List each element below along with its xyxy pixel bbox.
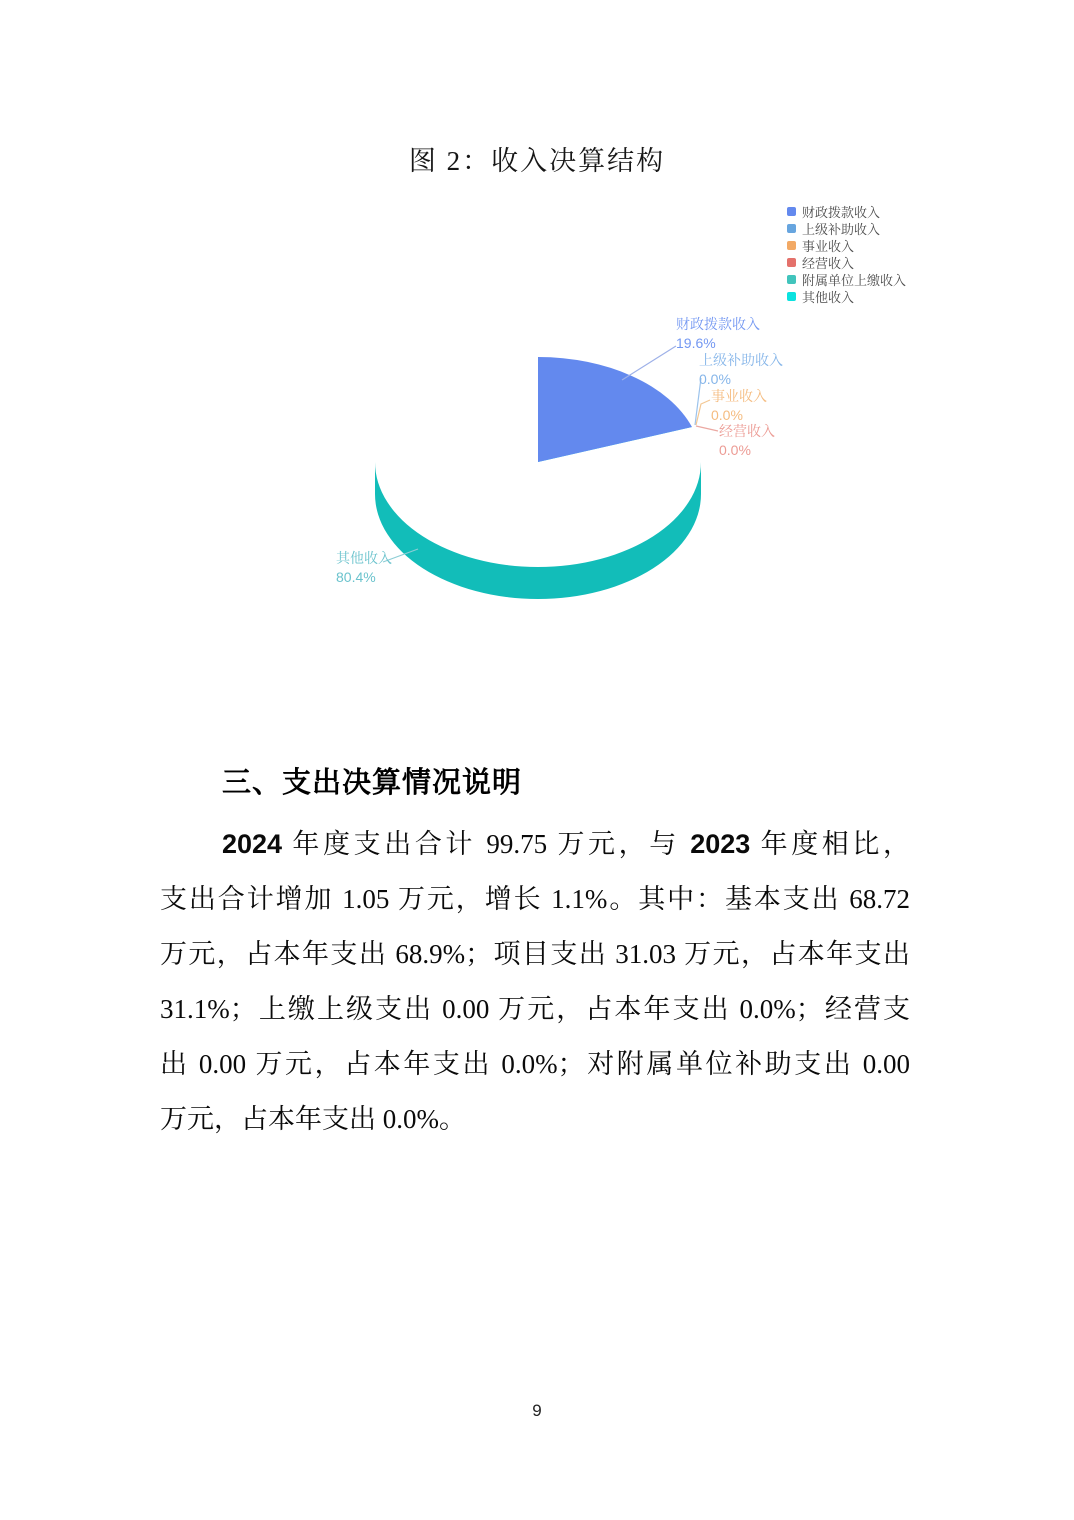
pie-label-other — [336, 549, 392, 587]
legend-swatch-superior — [787, 224, 796, 233]
legend-swatch-business — [787, 241, 796, 250]
paragraph-line: 万元，占本年支出 0.0%。 — [160, 1104, 466, 1134]
pie-label-value: 0.0% — [711, 407, 743, 423]
pie-label-fiscal — [676, 315, 760, 353]
pie-label-business — [711, 387, 767, 425]
legend-item — [787, 237, 906, 254]
section-heading: 三、支出决算情况说明 — [222, 767, 523, 799]
pie-label-value: 19.6% — [676, 335, 716, 351]
pie-label-operating — [719, 422, 775, 460]
paragraph-line: 31.1%；上缴上级支出 0.00 万元，占本年支出 0.0%；经营支 — [160, 994, 910, 1024]
paragraph-line: 支出合计增加 1.05 万元，增长 1.1%。其中：基本支出 68.72 — [160, 884, 910, 914]
legend-swatch-affiliated — [787, 275, 796, 284]
legend-item — [787, 271, 906, 288]
legend-label: 其他收入 — [802, 290, 855, 305]
leader-line-fiscal — [622, 346, 676, 380]
pie-label-name: 上级补助收入 — [699, 352, 783, 368]
paragraph-line: 2024 年度支出合计 99.75 万元，与 2023 年度相比， — [222, 829, 911, 859]
legend-swatch-fiscal — [787, 207, 796, 216]
paragraph-line: 出 0.00 万元，占本年支出 0.0%；对附属单位补助支出 0.00 — [160, 1049, 910, 1079]
legend-label: 财政拨款收入 — [802, 205, 881, 220]
leader-line-operating — [696, 426, 718, 431]
pie-label-name: 其他收入 — [336, 550, 392, 566]
pie-label-name: 事业收入 — [711, 388, 767, 404]
legend-label: 事业收入 — [802, 239, 855, 254]
legend-label: 附属单位上缴收入 — [802, 273, 907, 288]
legend-item — [787, 288, 906, 305]
legend-swatch-other — [787, 292, 796, 301]
pie-label-value: 0.0% — [719, 442, 751, 458]
legend-label: 经营收入 — [802, 256, 855, 271]
chart-legend — [787, 203, 906, 305]
page-number: 9 — [532, 1401, 542, 1420]
legend-item — [787, 203, 906, 220]
pie-slice-fiscal-income — [538, 357, 692, 462]
pie-chart — [0, 0, 1074, 680]
figure-title: 图 2：收入决算结构 — [408, 146, 666, 176]
pie-side-depth — [375, 462, 701, 599]
pie-label-name: 经营收入 — [719, 423, 775, 439]
legend-item — [787, 220, 906, 237]
pie-label-superior — [699, 351, 783, 389]
legend-swatch-operating — [787, 258, 796, 267]
paragraph-line: 万元，占本年支出 68.9%；项目支出 31.03 万元，占本年支出 — [160, 939, 910, 969]
legend-label: 上级补助收入 — [802, 222, 881, 237]
pie-label-value: 80.4% — [336, 569, 376, 585]
legend-item — [787, 254, 906, 271]
pie-label-value: 0.0% — [699, 371, 731, 387]
pie-label-name: 财政拨款收入 — [676, 316, 760, 332]
